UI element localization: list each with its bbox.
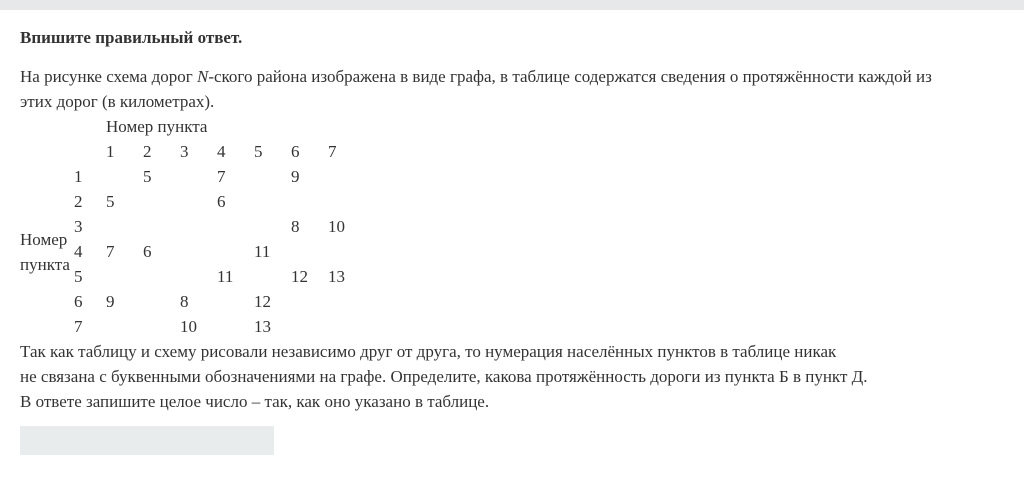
row-header-line2: пункта	[20, 254, 70, 274]
problem-text-rest: -ского района изображена в виде графа, в таблице содержатся сведения о протяжённости каждой из	[208, 67, 932, 86]
table-cell	[143, 314, 180, 339]
table-cell: 6	[217, 192, 226, 211]
table-cell: 10	[328, 217, 345, 236]
table-cell	[291, 289, 328, 314]
column-header-title: Номер пункта	[106, 117, 208, 136]
table-row	[20, 164, 365, 189]
table-cell	[106, 214, 143, 239]
question-line-3: В ответе запишите целое число – так, как оно указано в таблице.	[20, 392, 490, 411]
table-cell: 9	[106, 292, 115, 311]
table-cell	[291, 239, 328, 264]
problem-text-line2: этих дорог (в километрах).	[20, 92, 215, 111]
problem-text-start: На рисунке схема дорог	[20, 67, 197, 86]
table-cell	[254, 264, 291, 289]
column-number: 2	[143, 142, 152, 161]
problem-italic-n: N	[196, 67, 209, 86]
table-cell	[143, 189, 180, 214]
table-cell: 8	[291, 217, 300, 236]
table-cell	[328, 189, 365, 214]
column-number: 6	[291, 142, 300, 161]
task-instruction: Впишите правильный ответ.	[20, 28, 243, 47]
table-cell: 7	[106, 242, 115, 261]
table-col-header-row	[20, 114, 365, 139]
column-number: 1	[106, 142, 115, 161]
column-number: 5	[254, 142, 263, 161]
table-cell	[328, 314, 365, 339]
table-cell	[217, 314, 254, 339]
table-cell	[328, 289, 365, 314]
question-text	[20, 339, 1010, 414]
table-cell: 11	[217, 267, 234, 286]
table-cell	[106, 264, 143, 289]
row-number: 1	[74, 167, 83, 186]
column-number: 7	[328, 142, 337, 161]
table-cell	[180, 239, 217, 264]
table-cell	[217, 289, 254, 314]
table-cell	[106, 164, 143, 189]
top-bar	[0, 0, 1024, 10]
table-cell: 13	[254, 317, 271, 336]
row-number: 6	[74, 292, 83, 311]
table-cell	[143, 289, 180, 314]
row-number: 7	[74, 317, 83, 336]
question-line-2: не связана с буквенными обозначениями на графе. Определите, какова протяжённость дороги из пункта Б в пункт Д.	[20, 367, 868, 386]
answer-input[interactable]	[20, 426, 274, 455]
table-cell	[328, 164, 365, 189]
table-cell	[217, 214, 254, 239]
row-number: 2	[74, 192, 83, 211]
task-content	[20, 26, 1010, 414]
table-cell	[254, 189, 291, 214]
table-cell	[254, 214, 291, 239]
table-cell	[180, 264, 217, 289]
row-header-title	[20, 164, 74, 339]
table-cell: 9	[291, 167, 300, 186]
table-cell	[143, 264, 180, 289]
table-cell	[180, 189, 217, 214]
table-cell	[217, 239, 254, 264]
row-number: 3	[74, 217, 83, 236]
table-cell: 8	[180, 292, 189, 311]
table-cell	[291, 314, 328, 339]
table-cell: 11	[254, 242, 271, 261]
table-cell	[106, 314, 143, 339]
table-cell: 13	[328, 267, 345, 286]
table-cell	[291, 189, 328, 214]
table-cell	[328, 239, 365, 264]
table-cell	[180, 214, 217, 239]
table-column-numbers	[20, 139, 365, 164]
question-line-1: Так как таблицу и схему рисовали независимо друг от друга, то нумерация населённых пунктов в таблице никак	[20, 342, 837, 361]
table-cell: 10	[180, 317, 197, 336]
table-cell: 5	[143, 167, 152, 186]
table-cell	[143, 214, 180, 239]
table-cell: 12	[254, 292, 271, 311]
table-cell: 5	[106, 192, 115, 211]
table-cell: 7	[217, 167, 226, 186]
row-header-line1: Номер	[20, 229, 68, 249]
distance-table	[20, 114, 365, 339]
table-cell: 6	[143, 242, 152, 261]
column-number: 3	[180, 142, 189, 161]
problem-text	[20, 64, 1010, 114]
row-number: 5	[74, 267, 83, 286]
table-cell	[254, 164, 291, 189]
column-number: 4	[217, 142, 226, 161]
row-number: 4	[74, 242, 83, 261]
table-cell	[180, 164, 217, 189]
table-cell: 12	[291, 267, 308, 286]
